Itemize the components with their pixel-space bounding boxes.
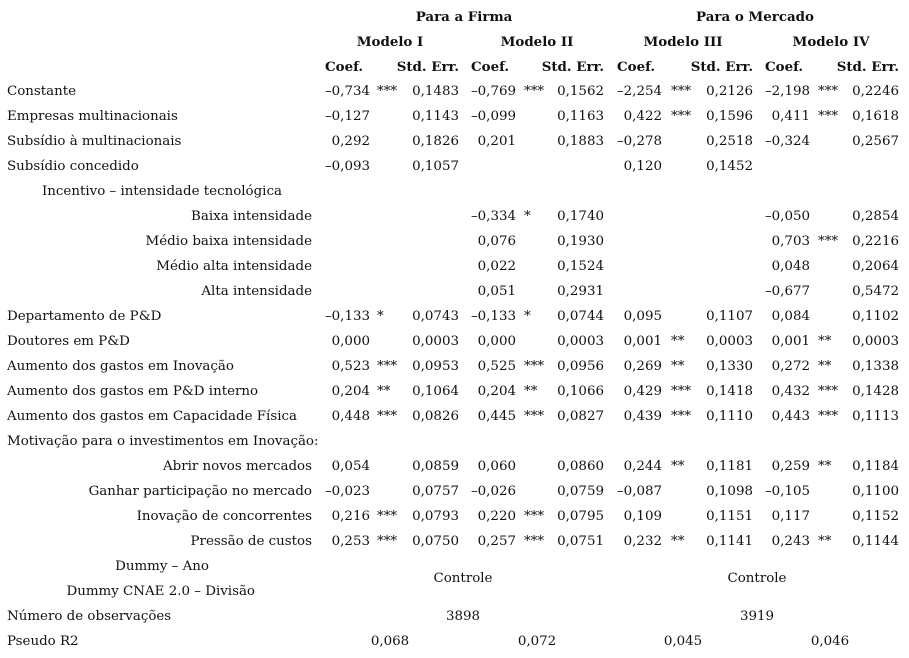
significance-stars: ** — [524, 384, 538, 399]
std-err-cell: 0,0759 — [557, 484, 604, 499]
significance-stars: *** — [377, 84, 398, 99]
std-err-cell: 0,1184 — [852, 459, 899, 474]
coef-cell: 0,204 — [331, 384, 370, 399]
std-err-cell: 0,0826 — [412, 409, 459, 424]
coef-cell: –0,278 — [616, 134, 662, 149]
std-err-cell: 0,0003 — [557, 334, 604, 349]
group-header-mercado: Para o Mercado — [696, 9, 814, 25]
coef-cell: 0,445 — [477, 409, 516, 424]
coef-cell: 0,000 — [477, 334, 516, 349]
coef-cell: 0,120 — [623, 159, 662, 174]
row-label: Motivação para o investimentos em Inovação: — [7, 434, 319, 449]
std-err-cell: 0,0793 — [412, 509, 459, 524]
std-err-cell: 0,2126 — [706, 84, 753, 99]
std-err-cell: 0,1113 — [852, 409, 899, 424]
coef-cell: 0,244 — [623, 459, 662, 474]
significance-stars: *** — [671, 109, 692, 124]
coef-cell: 0,051 — [477, 284, 516, 299]
std-err-cell: 0,1102 — [852, 309, 899, 324]
significance-stars: *** — [524, 509, 545, 524]
coef-cell: 0,095 — [623, 309, 662, 324]
controle-mercado: Controle — [727, 571, 787, 586]
std-err-header: Std. Err. — [396, 59, 459, 75]
std-err-cell: 0,1152 — [852, 509, 899, 524]
std-err-cell: 0,1524 — [557, 259, 604, 274]
row-label: Departamento de P&D — [7, 309, 162, 324]
coef-cell: 0,443 — [771, 409, 810, 424]
std-err-cell: 0,0757 — [412, 484, 459, 499]
coef-header: Coef. — [471, 59, 510, 75]
coef-cell: –0,050 — [764, 209, 810, 224]
significance-stars: ** — [377, 384, 391, 399]
coef-header: Coef. — [325, 59, 364, 75]
coef-cell: 0,084 — [771, 309, 810, 324]
coef-cell: 0,232 — [623, 534, 662, 549]
std-err-cell: 0,0003 — [412, 334, 459, 349]
std-err-cell: 0,1330 — [706, 359, 753, 374]
significance-stars: *** — [818, 84, 839, 99]
std-err-cell: 0,0003 — [852, 334, 899, 349]
row-label: Empresas multinacionais — [7, 109, 178, 124]
coef-cell: 0,000 — [331, 334, 370, 349]
coef-cell: –2,254 — [616, 84, 662, 99]
coef-cell: –0,133 — [470, 309, 516, 324]
coef-cell: 0,429 — [623, 384, 662, 399]
significance-stars: *** — [818, 109, 839, 124]
coef-cell: 0,269 — [623, 359, 662, 374]
significance-stars: ** — [818, 534, 832, 549]
obs-mercado: 3919 — [739, 609, 775, 624]
coef-cell: –0,105 — [764, 484, 810, 499]
coef-cell: 0,525 — [477, 359, 516, 374]
std-err-cell: 0,1100 — [852, 484, 899, 499]
coef-cell: 0,001 — [623, 334, 662, 349]
std-err-cell: 0,1110 — [706, 409, 753, 424]
coef-cell: –2,198 — [764, 84, 810, 99]
coef-cell: 0,201 — [477, 134, 516, 149]
std-err-cell: 0,2064 — [852, 259, 899, 274]
std-err-cell: 0,0743 — [412, 309, 459, 324]
std-err-cell: 0,0751 — [557, 534, 604, 549]
row-label: Subsídio concedido — [7, 159, 139, 174]
model-header-2: Modelo II — [500, 34, 574, 50]
std-err-cell: 0,1483 — [412, 84, 459, 99]
significance-stars: ** — [671, 359, 685, 374]
significance-stars: *** — [818, 409, 839, 424]
coef-cell: 0,292 — [331, 134, 370, 149]
row-label: Baixa intensidade — [191, 209, 312, 224]
std-err-cell: 0,1163 — [557, 109, 604, 124]
coef-header: Coef. — [765, 59, 804, 75]
coef-cell: 0,523 — [331, 359, 370, 374]
std-err-cell: 0,1098 — [706, 484, 753, 499]
row-label: Médio baixa intensidade — [145, 234, 312, 249]
row-label: Constante — [7, 84, 77, 99]
std-err-cell: 0,1064 — [412, 384, 459, 399]
coef-cell: –0,133 — [324, 309, 370, 324]
coef-cell: –0,677 — [764, 284, 810, 299]
coef-cell: 0,432 — [771, 384, 810, 399]
significance-stars: *** — [377, 509, 398, 524]
coef-cell: –0,099 — [470, 109, 516, 124]
coef-cell: –0,087 — [616, 484, 662, 499]
model-header-3: Modelo III — [643, 34, 723, 50]
std-err-cell: 0,0744 — [557, 309, 604, 324]
std-err-cell: 0,1596 — [706, 109, 753, 124]
std-err-cell: 0,1883 — [557, 134, 604, 149]
coef-cell: –0,127 — [324, 109, 370, 124]
coef-cell: 0,253 — [331, 534, 370, 549]
significance-stars: ** — [671, 534, 685, 549]
std-err-header: Std. Err. — [690, 59, 753, 75]
coef-cell: 0,001 — [771, 334, 810, 349]
std-err-cell: 0,1143 — [412, 109, 459, 124]
row-label: Pressão de custos — [190, 534, 312, 549]
significance-stars: *** — [671, 84, 692, 99]
significance-stars: *** — [524, 409, 545, 424]
std-err-cell: 0,0827 — [557, 409, 604, 424]
row-label: Incentivo – intensidade tecnológica — [42, 184, 282, 199]
significance-stars: *** — [524, 534, 545, 549]
std-err-cell: 0,1428 — [852, 384, 899, 399]
significance-stars: *** — [671, 409, 692, 424]
coef-cell: 0,257 — [477, 534, 516, 549]
coef-cell: 0,220 — [477, 509, 516, 524]
row-label: Abrir novos mercados — [162, 459, 312, 474]
coef-cell: –0,769 — [470, 84, 516, 99]
std-err-cell: 0,1562 — [557, 84, 604, 99]
pseudo-r2-model-3: 0,045 — [663, 634, 703, 649]
std-err-header: Std. Err. — [541, 59, 604, 75]
std-err-cell: 0,1338 — [852, 359, 899, 374]
std-err-cell: 0,0859 — [412, 459, 459, 474]
std-err-cell: 0,1618 — [852, 109, 899, 124]
row-label: Ganhar participação no mercado — [88, 484, 312, 499]
std-err-cell: 0,1141 — [706, 534, 753, 549]
significance-stars: *** — [377, 359, 398, 374]
significance-stars: *** — [377, 409, 398, 424]
coef-cell: –0,334 — [470, 209, 516, 224]
pseudo-r2-model-2: 0,072 — [517, 634, 557, 649]
std-err-cell: 0,2854 — [852, 209, 899, 224]
std-err-cell: 0,0956 — [557, 359, 604, 374]
obs-label: Número de observações — [7, 609, 172, 624]
row-label: Aumento dos gastos em P&D interno — [7, 384, 259, 399]
significance-stars: ** — [671, 459, 685, 474]
std-err-cell: 0,5472 — [852, 284, 899, 299]
coef-cell: 0,117 — [771, 509, 810, 524]
coef-cell: –0,324 — [764, 134, 810, 149]
coef-cell: –0,026 — [470, 484, 516, 499]
coef-header: Coef. — [617, 59, 656, 75]
significance-stars: *** — [524, 84, 545, 99]
significance-stars: ** — [818, 334, 832, 349]
std-err-cell: 0,1418 — [706, 384, 753, 399]
significance-stars: ** — [671, 334, 685, 349]
dummy-ano-label: Dummy – Ano — [115, 559, 209, 574]
significance-stars: ** — [818, 359, 832, 374]
group-header-firma: Para a Firma — [415, 9, 513, 25]
std-err-cell: 0,0795 — [557, 509, 604, 524]
significance-stars: *** — [818, 234, 839, 249]
coef-cell: 0,204 — [477, 384, 516, 399]
std-err-cell: 0,1930 — [557, 234, 604, 249]
coef-cell: 0,439 — [623, 409, 662, 424]
model-header-4: Modelo IV — [792, 34, 870, 50]
row-label: Doutores em P&D — [7, 334, 130, 349]
std-err-cell: 0,0750 — [412, 534, 459, 549]
obs-firma: 3898 — [445, 609, 481, 624]
significance-stars: * — [524, 209, 531, 224]
std-err-cell: 0,2216 — [852, 234, 899, 249]
row-label: Aumento dos gastos em Inovação — [7, 359, 234, 374]
std-err-cell: 0,1740 — [557, 209, 604, 224]
row-label: Aumento dos gastos em Capacidade Física — [7, 409, 297, 424]
coef-cell: 0,422 — [623, 109, 662, 124]
std-err-cell: 0,1826 — [412, 134, 459, 149]
coef-cell: 0,448 — [331, 409, 370, 424]
row-label: Médio alta intensidade — [156, 259, 312, 274]
std-err-cell: 0,2246 — [852, 84, 899, 99]
std-err-cell: 0,2518 — [706, 134, 753, 149]
std-err-cell: 0,1452 — [706, 159, 753, 174]
significance-stars: *** — [524, 359, 545, 374]
coef-cell: 0,216 — [331, 509, 370, 524]
significance-stars: * — [377, 309, 384, 324]
pseudo-r2-model-4: 0,046 — [810, 634, 850, 649]
significance-stars: *** — [377, 534, 398, 549]
row-label: Inovação de concorrentes — [136, 509, 312, 524]
row-label: Subsídio à multinacionais — [7, 134, 182, 149]
pseudo-r2-model-1: 0,068 — [370, 634, 410, 649]
std-err-header: Std. Err. — [836, 59, 899, 75]
coef-cell: 0,272 — [771, 359, 810, 374]
pseudo-r2-label: Pseudo R2 — [7, 634, 79, 649]
coef-cell: 0,411 — [771, 109, 810, 124]
std-err-cell: 0,1107 — [706, 309, 753, 324]
significance-stars: ** — [818, 459, 832, 474]
significance-stars: *** — [671, 384, 692, 399]
std-err-cell: 0,1057 — [412, 159, 459, 174]
coef-cell: –0,093 — [324, 159, 370, 174]
row-label: Alta intensidade — [201, 284, 312, 299]
std-err-cell: 0,1066 — [557, 384, 604, 399]
model-header-1: Modelo I — [356, 34, 424, 50]
std-err-cell: 0,2567 — [852, 134, 899, 149]
std-err-cell: 0,0003 — [706, 334, 753, 349]
significance-stars: * — [524, 309, 531, 324]
coef-cell: 0,259 — [771, 459, 810, 474]
std-err-cell: 0,1144 — [852, 534, 899, 549]
controle-firma: Controle — [433, 571, 493, 586]
std-err-cell: 0,1181 — [706, 459, 753, 474]
coef-cell: 0,054 — [331, 459, 370, 474]
significance-stars: *** — [818, 384, 839, 399]
coef-cell: 0,048 — [771, 259, 810, 274]
coef-cell: 0,703 — [771, 234, 810, 249]
coef-cell: 0,243 — [771, 534, 810, 549]
std-err-cell: 0,1151 — [706, 509, 753, 524]
std-err-cell: 0,0860 — [557, 459, 604, 474]
dummy-cnae-label: Dummy CNAE 2.0 – Divisão — [66, 584, 255, 599]
coef-cell: –0,734 — [324, 84, 370, 99]
coef-cell: 0,060 — [477, 459, 516, 474]
coef-cell: 0,022 — [477, 259, 516, 274]
coef-cell: 0,076 — [477, 234, 516, 249]
std-err-cell: 0,0953 — [412, 359, 459, 374]
coef-cell: 0,109 — [623, 509, 662, 524]
std-err-cell: 0,2931 — [557, 284, 604, 299]
coef-cell: –0,023 — [324, 484, 370, 499]
